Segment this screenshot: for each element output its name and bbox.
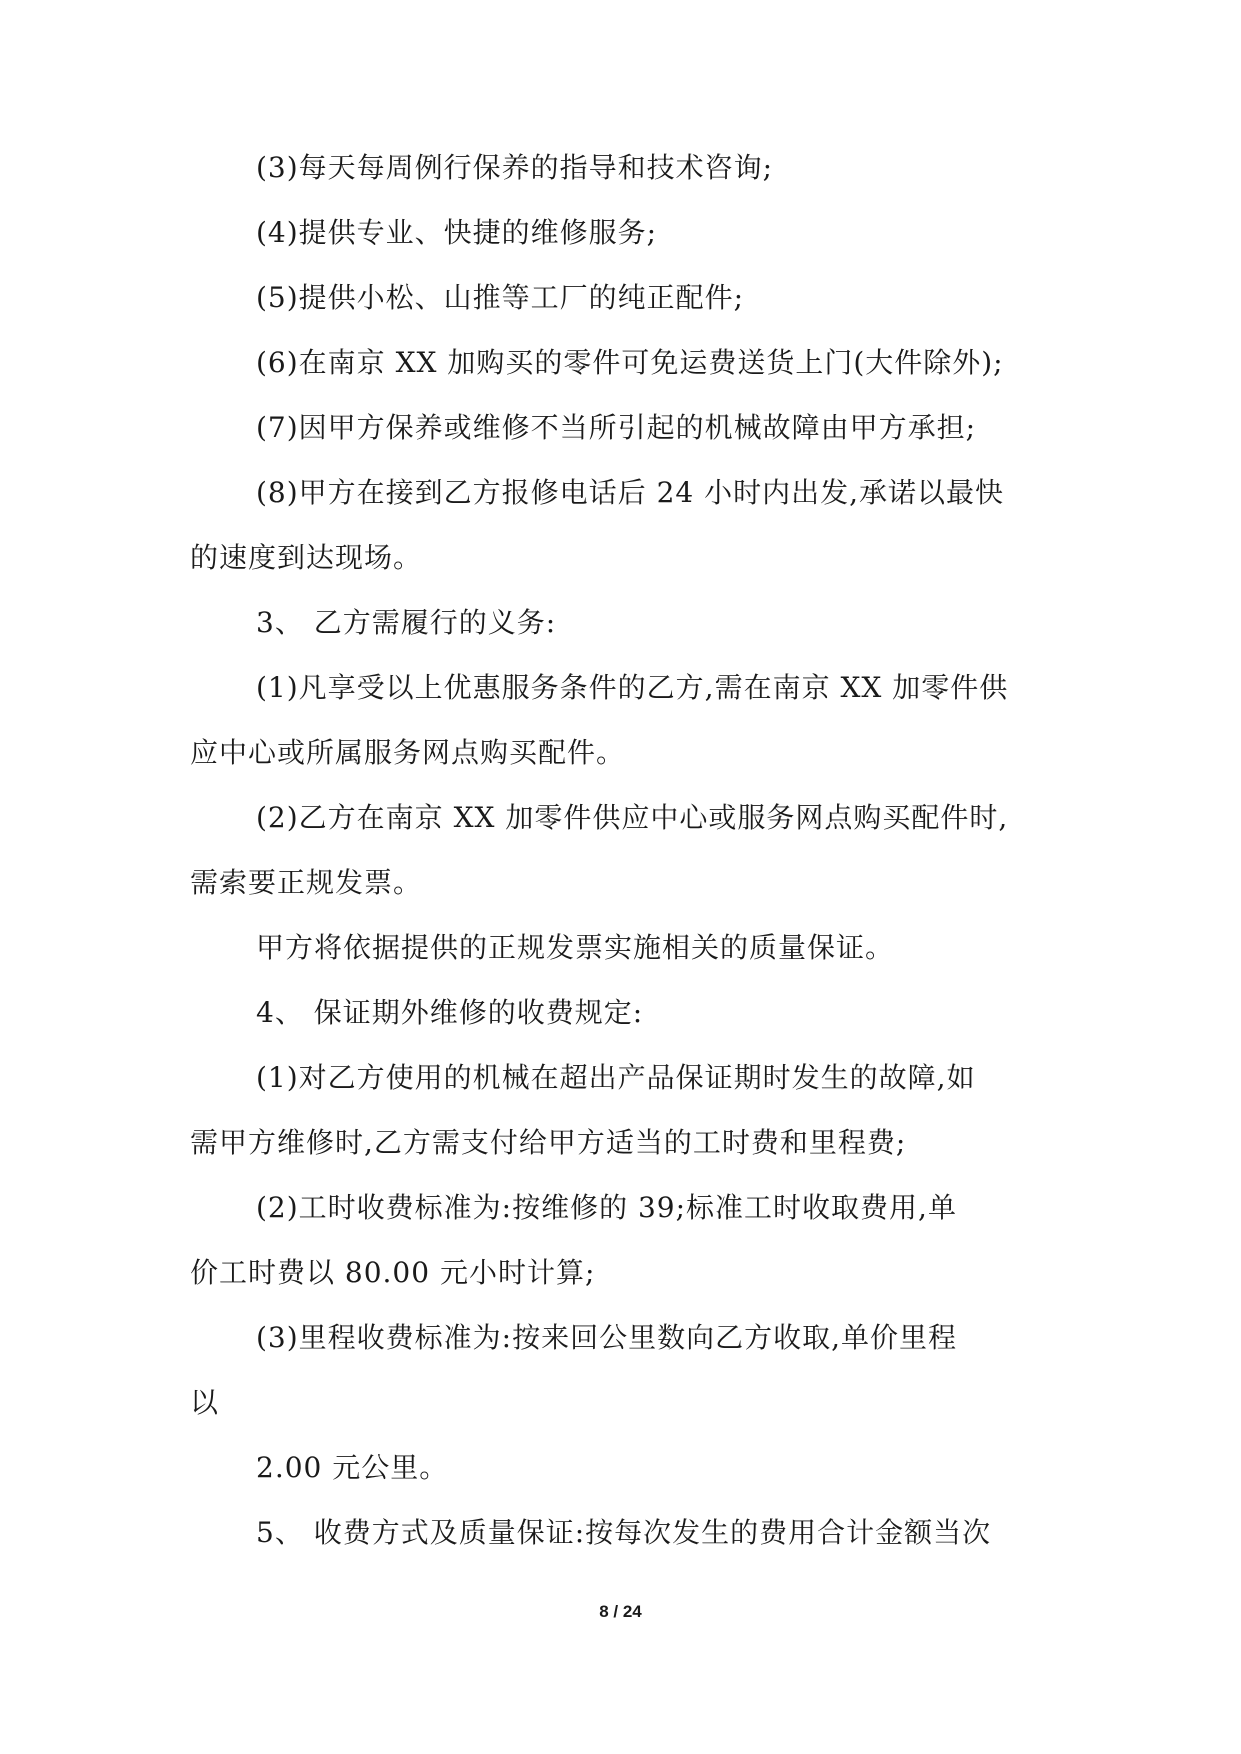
obligation-item-2-continued: 需索要正规发票。 (190, 866, 423, 899)
fee-item-3: (3)里程收费标准为:按来回公里数向乙方收取,单价里程 (256, 1321, 957, 1354)
list-item-3: (3)每天每周例行保养的指导和技术咨询; (256, 151, 774, 184)
fee-item-2-continued: 价工时费以 80.00 元小时计算; (190, 1256, 596, 1289)
list-item-4: (4)提供专业、快捷的维修服务; (256, 216, 658, 249)
list-item-8: (8)甲方在接到乙方报修电话后 24 小时内出发,承诺以最快 (256, 476, 1004, 509)
list-item-6: (6)在南京 XX 加购买的零件可免运费送货上门(大件除外); (256, 346, 1004, 379)
obligation-item-1-continued: 应中心或所属服务网点购买配件。 (190, 736, 626, 769)
fee-item-1-continued: 需甲方维修时,乙方需支付给甲方适当的工时费和里程费; (190, 1126, 907, 1159)
section-heading-4: 4、 保证期外维修的收费规定: (256, 996, 644, 1029)
page-number: 8 / 24 (599, 1602, 642, 1621)
fee-item-1: (1)对乙方使用的机械在超出产品保证期时发生的故障,如 (256, 1061, 976, 1094)
fee-item-3-rate: 2.00 元公里。 (256, 1451, 449, 1484)
list-item-8-continued: 的速度到达现场。 (190, 541, 423, 574)
fee-item-2: (2)工时收费标准为:按维修的 39;标准工时收取费用,单 (256, 1191, 957, 1224)
paragraph-quality-guarantee: 甲方将依据提供的正规发票实施相关的质量保证。 (256, 931, 895, 964)
obligation-item-1: (1)凡享受以上优惠服务条件的乙方,需在南京 XX 加零件供 (256, 671, 1009, 704)
obligation-item-2: (2)乙方在南京 XX 加零件供应中心或服务网点购买配件时, (256, 801, 1009, 834)
list-item-7: (7)因甲方保养或维修不当所引起的机械故障由甲方承担; (256, 411, 977, 444)
fee-item-3-continued: 以 (190, 1386, 220, 1419)
section-heading-5: 5、 收费方式及质量保证:按每次发生的费用合计金额当次 (256, 1516, 992, 1549)
section-heading-3: 3、 乙方需履行的义务: (256, 606, 557, 639)
list-item-5: (5)提供小松、山推等工厂的纯正配件; (256, 281, 745, 314)
